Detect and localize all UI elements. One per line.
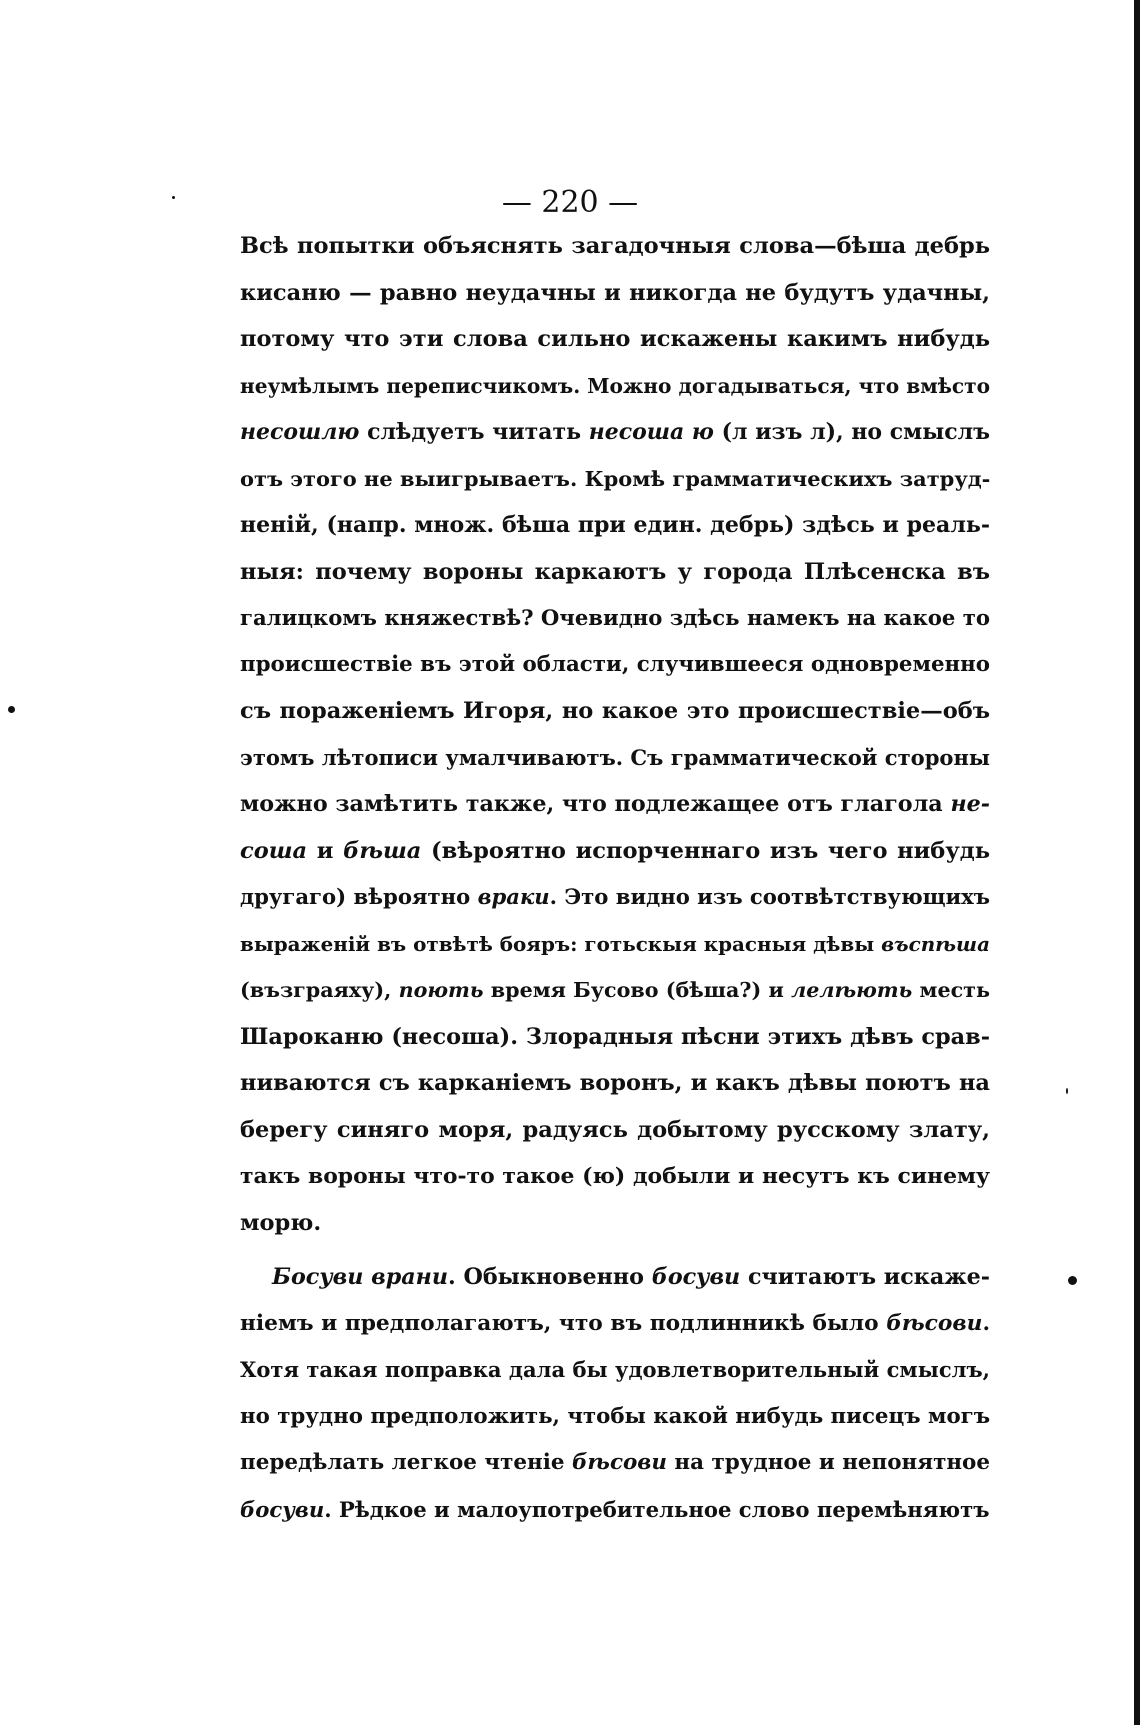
text-line (240, 456, 990, 503)
text-line (240, 642, 990, 689)
text-run: . (982, 1310, 990, 1336)
text-run: . Рѣдкое и малоупотребительное слово перемѣняютъ (324, 1496, 990, 1522)
text-line (240, 595, 990, 642)
italic-text: поють (398, 978, 484, 1002)
scan-speck (1066, 1088, 1068, 1094)
text-run: (л изъ л), но смыслъ (713, 419, 990, 445)
text-line (240, 1200, 990, 1247)
text-run: . Это видно изъ соотвѣтствующихъ (549, 884, 990, 909)
text-run: съ пораженіемъ Игоря, но какое это происшествіе—объ (240, 698, 990, 724)
text-run: месть (912, 978, 990, 1002)
text-line (240, 1060, 990, 1107)
scan-speck (1068, 1276, 1077, 1285)
text-run: другаго) вѣроятно (240, 884, 478, 909)
text-run: Шароканю (несоша). Злорадныя пѣсни этихъ дѣвъ срав- (240, 1023, 990, 1050)
text-run: передѣлать легкое чтеніе (240, 1450, 572, 1475)
text-run: кисаню — равно неудачны и никогда не будутъ удачны, (240, 279, 990, 306)
scan-speck (8, 706, 15, 713)
text-run: Хотя такая поправка дала бы удовлетворительный смыслъ, (240, 1357, 990, 1382)
italic-text: лелѣють (791, 978, 913, 1002)
text-run: слѣдуетъ читать (359, 419, 589, 445)
text-line (240, 874, 990, 921)
page-number: — 220 — (501, 185, 639, 220)
text-line (240, 1254, 990, 1301)
text-line (240, 781, 990, 828)
text-line (240, 1107, 990, 1154)
italic-text: въспѣша (881, 931, 990, 956)
italic-text: соша (240, 837, 308, 864)
text-run: потому что эти слова сильно искажены какимъ нибудь (240, 326, 990, 352)
italic-text: босуви (651, 1264, 741, 1290)
text-line (240, 1440, 990, 1487)
text-line (240, 1347, 990, 1394)
italic-text: несоша ю (588, 419, 714, 445)
text-run: выраженій въ отвѣтѣ бояръ: готьскыя красныя дѣвы (240, 931, 882, 956)
text-run: считаютъ искаже- (740, 1264, 991, 1290)
paragraph-2 (240, 1254, 990, 1533)
text-line (240, 223, 990, 270)
italic-text: босуви (240, 1496, 325, 1522)
text-run: можно замѣтить также, что подлежащее отъ глагола (240, 791, 951, 817)
text-line (240, 502, 990, 549)
text-run: такъ вороны что-то такое (ю) добыли и несутъ къ синему (240, 1163, 990, 1189)
text-line (240, 549, 990, 596)
text-run: берегу синяго моря, радуясь добытому русскому злату, (240, 1116, 990, 1143)
text-line (240, 735, 990, 782)
text-line (240, 967, 990, 1014)
text-run: ныя: почему вороны каркаютъ у города Плѣсенска въ (240, 558, 990, 585)
italic-text: Босуви врани (272, 1264, 449, 1290)
text-run: неній, (напр. множ. бѣша при един. дебрь) здѣсь и реаль- (240, 512, 990, 538)
paragraph-1 (240, 223, 990, 1246)
text-run: (вѣроятно испорченнаго изъ чего нибудь (421, 837, 990, 864)
italic-text: бѣсови (571, 1450, 667, 1475)
text-run: и (307, 837, 344, 864)
text-line (240, 1301, 990, 1348)
text-line (240, 316, 990, 363)
text-line (240, 1394, 990, 1441)
text-run: этомъ лѣтописи умалчиваютъ. Съ грамматической стороны (240, 744, 990, 770)
text-run: . Обыкновенно (448, 1264, 652, 1290)
italic-text: несошлю (240, 419, 360, 445)
text-run: (възграяху), (240, 978, 399, 1002)
text-run: галицкомъ княжествѣ? Очевидно здѣсь намекъ на какое то (240, 605, 990, 630)
scan-speck (172, 196, 175, 199)
text-line (240, 921, 990, 968)
text-run: но трудно предположить, чтобы какой нибудь писецъ могъ (240, 1403, 991, 1429)
text-run: ниваются съ карканіемъ воронъ, и какъ дѣвы поютъ на (240, 1070, 990, 1096)
text-line (240, 1153, 990, 1200)
page-edge (1134, 0, 1140, 1725)
text-run: неумѣлымъ переписчикомъ. Можно догадываться, что вмѣсто (240, 373, 990, 398)
text-run: морю. (240, 1209, 322, 1236)
text-run: отъ этого не выигрываетъ. Кромѣ грамматическихъ затруд- (240, 465, 991, 491)
text-line (240, 270, 990, 317)
italic-text: не- (950, 791, 990, 817)
text-run: происшествіе въ этой области, случившееся одновременно (240, 651, 990, 677)
text-run: время Бусово (бѣша?) и (483, 978, 792, 1002)
text-line (240, 363, 990, 410)
text-run: Всѣ попытки объяснять загадочныя слова—бѣша дебрь (240, 233, 990, 259)
text-line (240, 1487, 990, 1534)
italic-text: бѣсови (886, 1310, 983, 1336)
italic-text: враки (477, 884, 550, 909)
text-line (240, 1014, 990, 1061)
text-line (240, 409, 990, 456)
text-line (240, 688, 990, 735)
text-run: на трудное и непонятное (666, 1450, 990, 1475)
italic-text: бѣша (343, 837, 422, 864)
text-run: ніемъ и предполагаютъ, что въ подлинникѣ было (240, 1310, 887, 1336)
text-line (240, 828, 990, 875)
